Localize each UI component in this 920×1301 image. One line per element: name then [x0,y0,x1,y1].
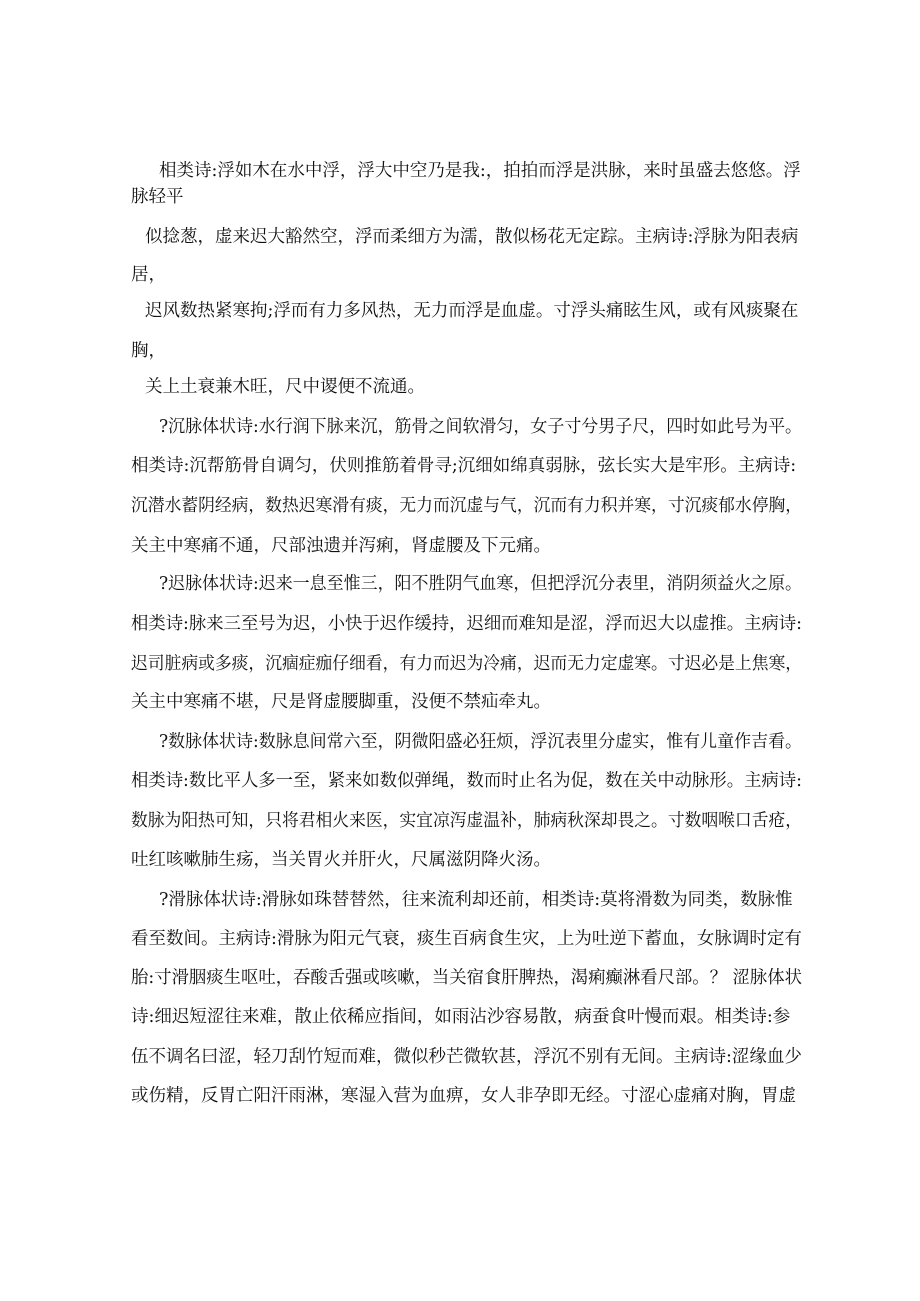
line-text: 迟风数热紧寒拘;浮而有力多风热，无力而浮是血虚。寸浮头痛眩生风，或有风痰聚在 [145,301,799,321]
line-text: ?迟脉体状诗:迟来一息至惟三，阳不胜阴气血寒，但把浮沉分表里，消阴须益火之原。 [159,574,803,594]
line-text: 迟司脏病或多痰，沉痼症痂仔细看，有力而迟为冷痛，迟而无力定虚寒。寸迟必是上焦寒， [131,654,803,674]
line-text: ?沉脉体状诗:水行润下脉来沉，筋骨之间软滑匀，女子寸兮男子尺，四时如此号为平。 [159,417,803,437]
text-line [0,183,920,211]
text-line [0,297,920,325]
line-text: 或伤精，反胃亡阳汗雨淋，寒湿入营为血痹，女人非孕即无经。寸涩心虚痛对胸，胃虚 [131,1086,796,1106]
text-line [0,261,920,289]
text-line [0,373,920,401]
line-text: ?数脉体状诗:数脉息间常六至，阴微阳盛必狂烦，浮沉表里分虚实，惟有儿童作吉看。 [159,732,803,752]
text-line [0,1082,920,1110]
text-line [0,532,920,560]
line-text: 关主中寒痛不通，尺部浊遗并泻痢，肾虚腰及下元痛。 [131,536,551,556]
text-line [0,650,920,678]
line-text: 关主中寒痛不堪，尺是肾虚腰脚重，没便不禁疝牵丸。 [131,692,551,712]
text-line [0,886,920,914]
text-line [0,807,920,835]
line-text: 相类诗:数比平人多一至，紧来如数似弹绳，数而时止名为促，数在关中动脉形。主病诗: [131,771,802,791]
line-text: 胎:寸滑胭痰生呕吐，吞酸舌强或咳嗽，当关宿食肝脾热，渴痢癫淋看尺部。？ 涩脉体状 [131,968,802,988]
text-line [0,413,920,441]
line-text: 脉轻平 [131,187,184,207]
line-text: 沉潜水蓄阴经病，数热迟寒滑有痰，无力而沉虚与气，沉而有力积并寒，寸沉痰郁水停胸， [131,496,803,516]
text-line [0,925,920,953]
text-line [0,767,920,795]
text-line [0,452,920,480]
text-line [0,1043,920,1071]
line-text: 胸， [131,341,166,361]
text-line [0,728,920,756]
line-text: 居， [131,265,166,285]
text-line [0,157,920,185]
text-line [0,610,920,638]
line-text: 相类诗:沉帮筋骨自调匀，伏则推筋着骨寻;沉细如绵真弱脉，弦长实大是牢形。主病诗: [131,456,797,476]
text-line [0,492,920,520]
text-line [0,223,920,251]
line-text: 相类诗:脉来三至号为迟，小快于迟作缓持，迟细而难知是涩，浮而迟大以虚推。主病诗: [131,614,802,634]
line-text: ?滑脉体状诗:滑脉如珠替替然，往来流利却还前，相类诗:莫将滑数为同类，数脉惟 [159,890,793,910]
line-text: 数脉为阳热可知，只将君相火来医，实宜凉泻虚温补，肺病秋深却畏之。寸数咽喉口舌疮， [131,811,803,831]
text-line [0,964,920,992]
line-text: 伍不调名曰涩，轻刀刮竹短而难，微似秒芒微软甚，浮沉不别有无间。主病诗:涩缘血少 [131,1047,802,1067]
line-text: 似捻葱，虚来迟大豁然空，浮而柔细方为濡，散似杨花无定踪。主病诗:浮脉为阳表病 [145,227,799,247]
line-text: 吐红咳嗽肺生疡，当关胃火并肝火，尺属滋阴降火汤。 [131,850,551,870]
line-text: 相类诗:浮如木在水中浮，浮大中空乃是我:，拍拍而浮是洪脉，来时虽盛去悠悠。浮 [159,161,801,181]
line-text: 看至数间。主病诗:滑脉为阳元气衰，痰生百病食生灾，上为吐逆下蓄血，女脉调时定有 [131,929,802,949]
line-text: 关上土衰兼木旺，尺中谡便不流通。 [145,377,425,397]
text-line [0,337,920,365]
text-line [0,846,920,874]
text-line [0,570,920,598]
line-text: 诗:细迟短涩往来难，散止依稀应指间，如雨沾沙容易散，病蚕食叶慢而艰。相类诗:参 [131,1007,791,1027]
text-line [0,1003,920,1031]
text-line [0,688,920,716]
